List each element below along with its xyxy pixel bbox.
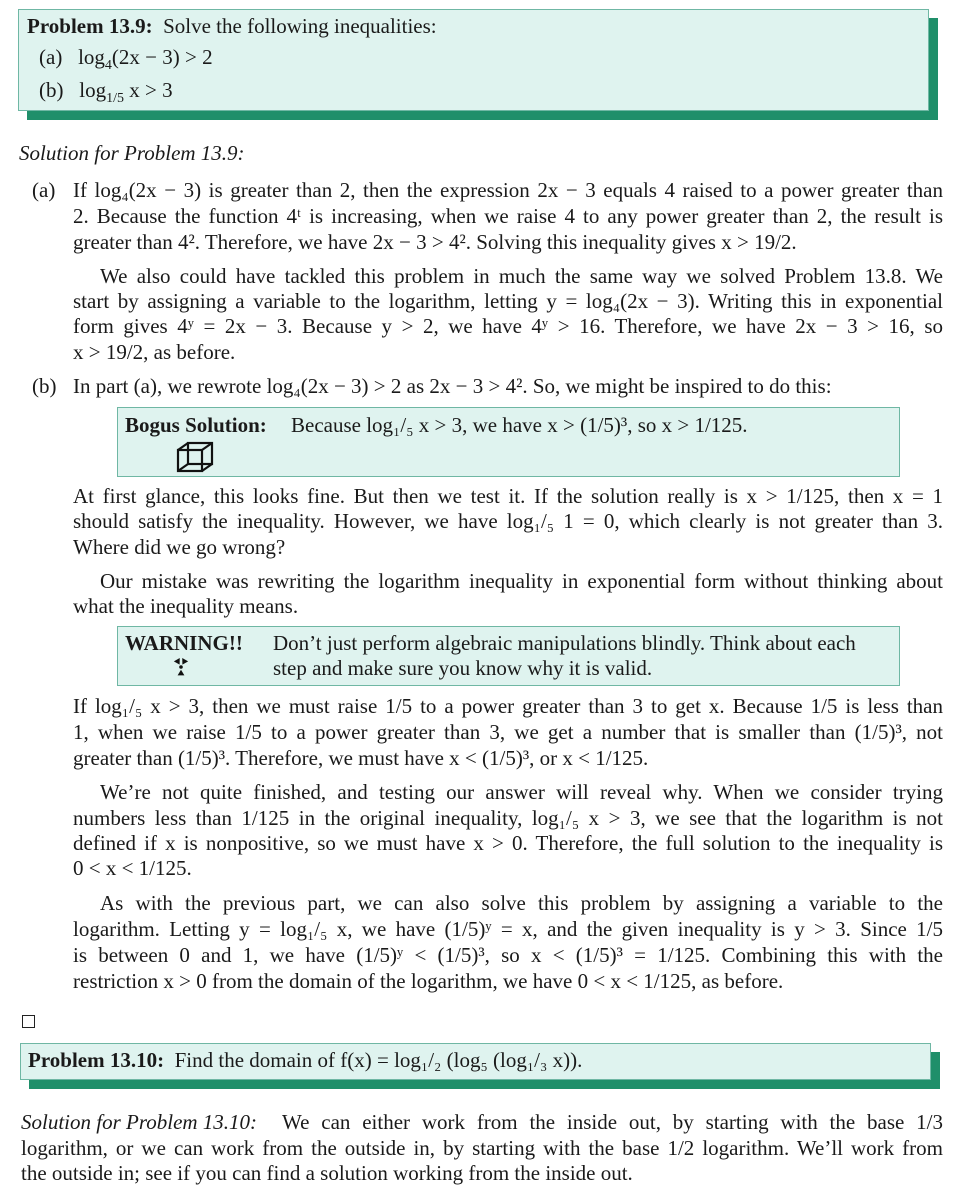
part-b-tag: (b) <box>32 374 57 398</box>
previous-line: restriction x > 0 from the domain of the logarithm, we have 0 < x < 1/125, as before. <box>73 969 784 993</box>
log-base: 4 <box>104 58 112 73</box>
bogus-solution-box <box>117 407 900 477</box>
glance-line: At first glance, this looks fine. But then we test it. If the solution really is x > 1/125, then x = 1 <box>73 484 943 508</box>
part-a-para2-line: x > 19/2, as before. <box>73 340 236 364</box>
problem-part-a <box>39 45 213 71</box>
glance-line: Where did we go wrong? <box>73 535 286 559</box>
warning-box <box>117 626 900 686</box>
solution-13-10-line: We can either work from the inside out, by starting with the base 1/3 <box>282 1110 943 1134</box>
warning-line: Don’t just perform algebraic manipulations blindly. Think about each <box>273 631 856 655</box>
problem-label: Problem 13.9: <box>27 14 153 38</box>
part-a-line: greater than 4². Therefore, we have 2x − 3 > 4². Solving this inequality gives x > 19/2. <box>73 230 797 254</box>
finished-line: 0 < x < 1/125. <box>73 856 192 880</box>
radiation-icon <box>171 658 191 676</box>
warning-label-text: WARNING!! <box>125 631 243 655</box>
mistake-line: what the inequality means. <box>73 594 299 618</box>
solution-heading-text: Solution for Problem 13.9: <box>19 141 245 165</box>
part-tag: (b) <box>39 78 64 102</box>
problem-13-9-box <box>18 9 929 111</box>
mistake-line: Our mistake was rewriting the logarithm inequality in exponential form without thinking about <box>100 569 943 593</box>
solution-13-10-heading <box>21 1110 257 1136</box>
problem-13-10-header <box>28 1048 582 1074</box>
part-a-line: If log₄(2x − 3) is greater than 2, then the expression 2x − 3 equals 4 raised to a power greater than <box>73 178 943 202</box>
bogus-solution-label: Bogus Solution: <box>125 413 267 437</box>
expr-text: x > 3 <box>123 78 173 102</box>
raise-line: greater than (1/5)³. Therefore, we must have x < (1/5)³, or x < 1/125. <box>73 746 649 770</box>
warning-line: step and make sure you know why it is valid. <box>273 656 653 680</box>
part-b-intro: In part (a), we rewrote log₄(2x − 3) > 2 as 2x − 3 > 4². So, we might be inspired to do this: <box>73 374 832 398</box>
part-a-para2-line: start by assigning a variable to the logarithm, letting y = log₄(2x − 3). Writing this in exponential <box>73 289 943 313</box>
expr-text: (2x − 3) > 2 <box>111 45 213 69</box>
problem-13-10-box <box>20 1043 931 1080</box>
problem-text: Find the domain of f(x) = log₁/₂ (log₅ (log₁/₃ x)). <box>174 1048 583 1072</box>
finished-line: We’re not quite finished, and testing our answer will reveal why. When we consider trying <box>100 780 943 804</box>
glance-line: should satisfy the inequality. However, we have log₁/₅ 1 = 0, which clearly is not greater than 3. <box>73 509 943 533</box>
problem-part-b <box>39 78 173 104</box>
log-text: log <box>79 78 107 102</box>
problem-13-9-header <box>27 14 437 40</box>
part-tag: (a) <box>39 45 63 69</box>
previous-line: is between 0 and 1, we have (1/5)ʸ < (1/5)³, so x < (1/5)³ = 1/125. Combining this with the <box>73 943 943 967</box>
end-of-proof-icon <box>22 1015 35 1028</box>
problem-prompt: Solve the following inequalities: <box>163 14 437 38</box>
log-text: log <box>78 45 105 69</box>
part-a-line: 2. Because the function 4ᵗ is increasing, when we raise 4 to any power greater than 2, the result is <box>73 204 943 228</box>
raise-line: 1, when we raise 1/5 to a power greater than 3, we get a number that is smaller than (1/5)³, not <box>73 720 943 744</box>
raise-line: If log₁/₅ x > 3, then we must raise 1/5 to a power greater than 3 to get x. Because 1/5 is less than <box>73 694 943 718</box>
finished-line: defined if x is nonpositive, so we must have x > 0. Therefore, the full solution to the inequality is <box>73 831 943 855</box>
log-base: 1/5 <box>106 91 124 106</box>
solution-13-10-line: logarithm, or we can work from the outside in, by starting with the base 1/2 logarithm. We’ll work from <box>21 1136 943 1160</box>
bogus-solution-text: Because log₁/₅ x > 3, we have x > (1/5)³, so x > 1/125. <box>291 413 748 437</box>
part-a-para2-line: form gives 4ʸ = 2x − 3. Because y > 2, we have 4ʸ > 16. Therefore, we have 2x − 3 > 16, so <box>73 314 943 338</box>
previous-line: As with the previous part, we can also solve this problem by assigning a variable to the <box>100 891 943 915</box>
finished-line: numbers less than 1/125 in the original inequality, log₁/₅ x > 3, we see that the logarithm is not <box>73 806 943 830</box>
solution-13-9-heading <box>19 141 245 167</box>
part-a-para2-line: We also could have tackled this problem in much the same way we solved Problem 13.8. We <box>100 264 943 288</box>
solution-13-10-line: the outside in; see if you can find a solution working from the inside out. <box>21 1161 633 1185</box>
warning-label <box>125 631 243 657</box>
bogus-solution-row <box>125 413 267 439</box>
solution-heading-text: Solution for Problem 13.10: <box>21 1110 258 1134</box>
part-a-tag: (a) <box>32 178 56 202</box>
problem-label: Problem 13.10: <box>28 1048 165 1072</box>
previous-line: logarithm. Letting y = log₁/₅ x, we have (1/5)ʸ = x, and the given inequality is y > 3. Since 1/5 <box>73 917 943 941</box>
impossible-box-icon <box>176 441 216 473</box>
